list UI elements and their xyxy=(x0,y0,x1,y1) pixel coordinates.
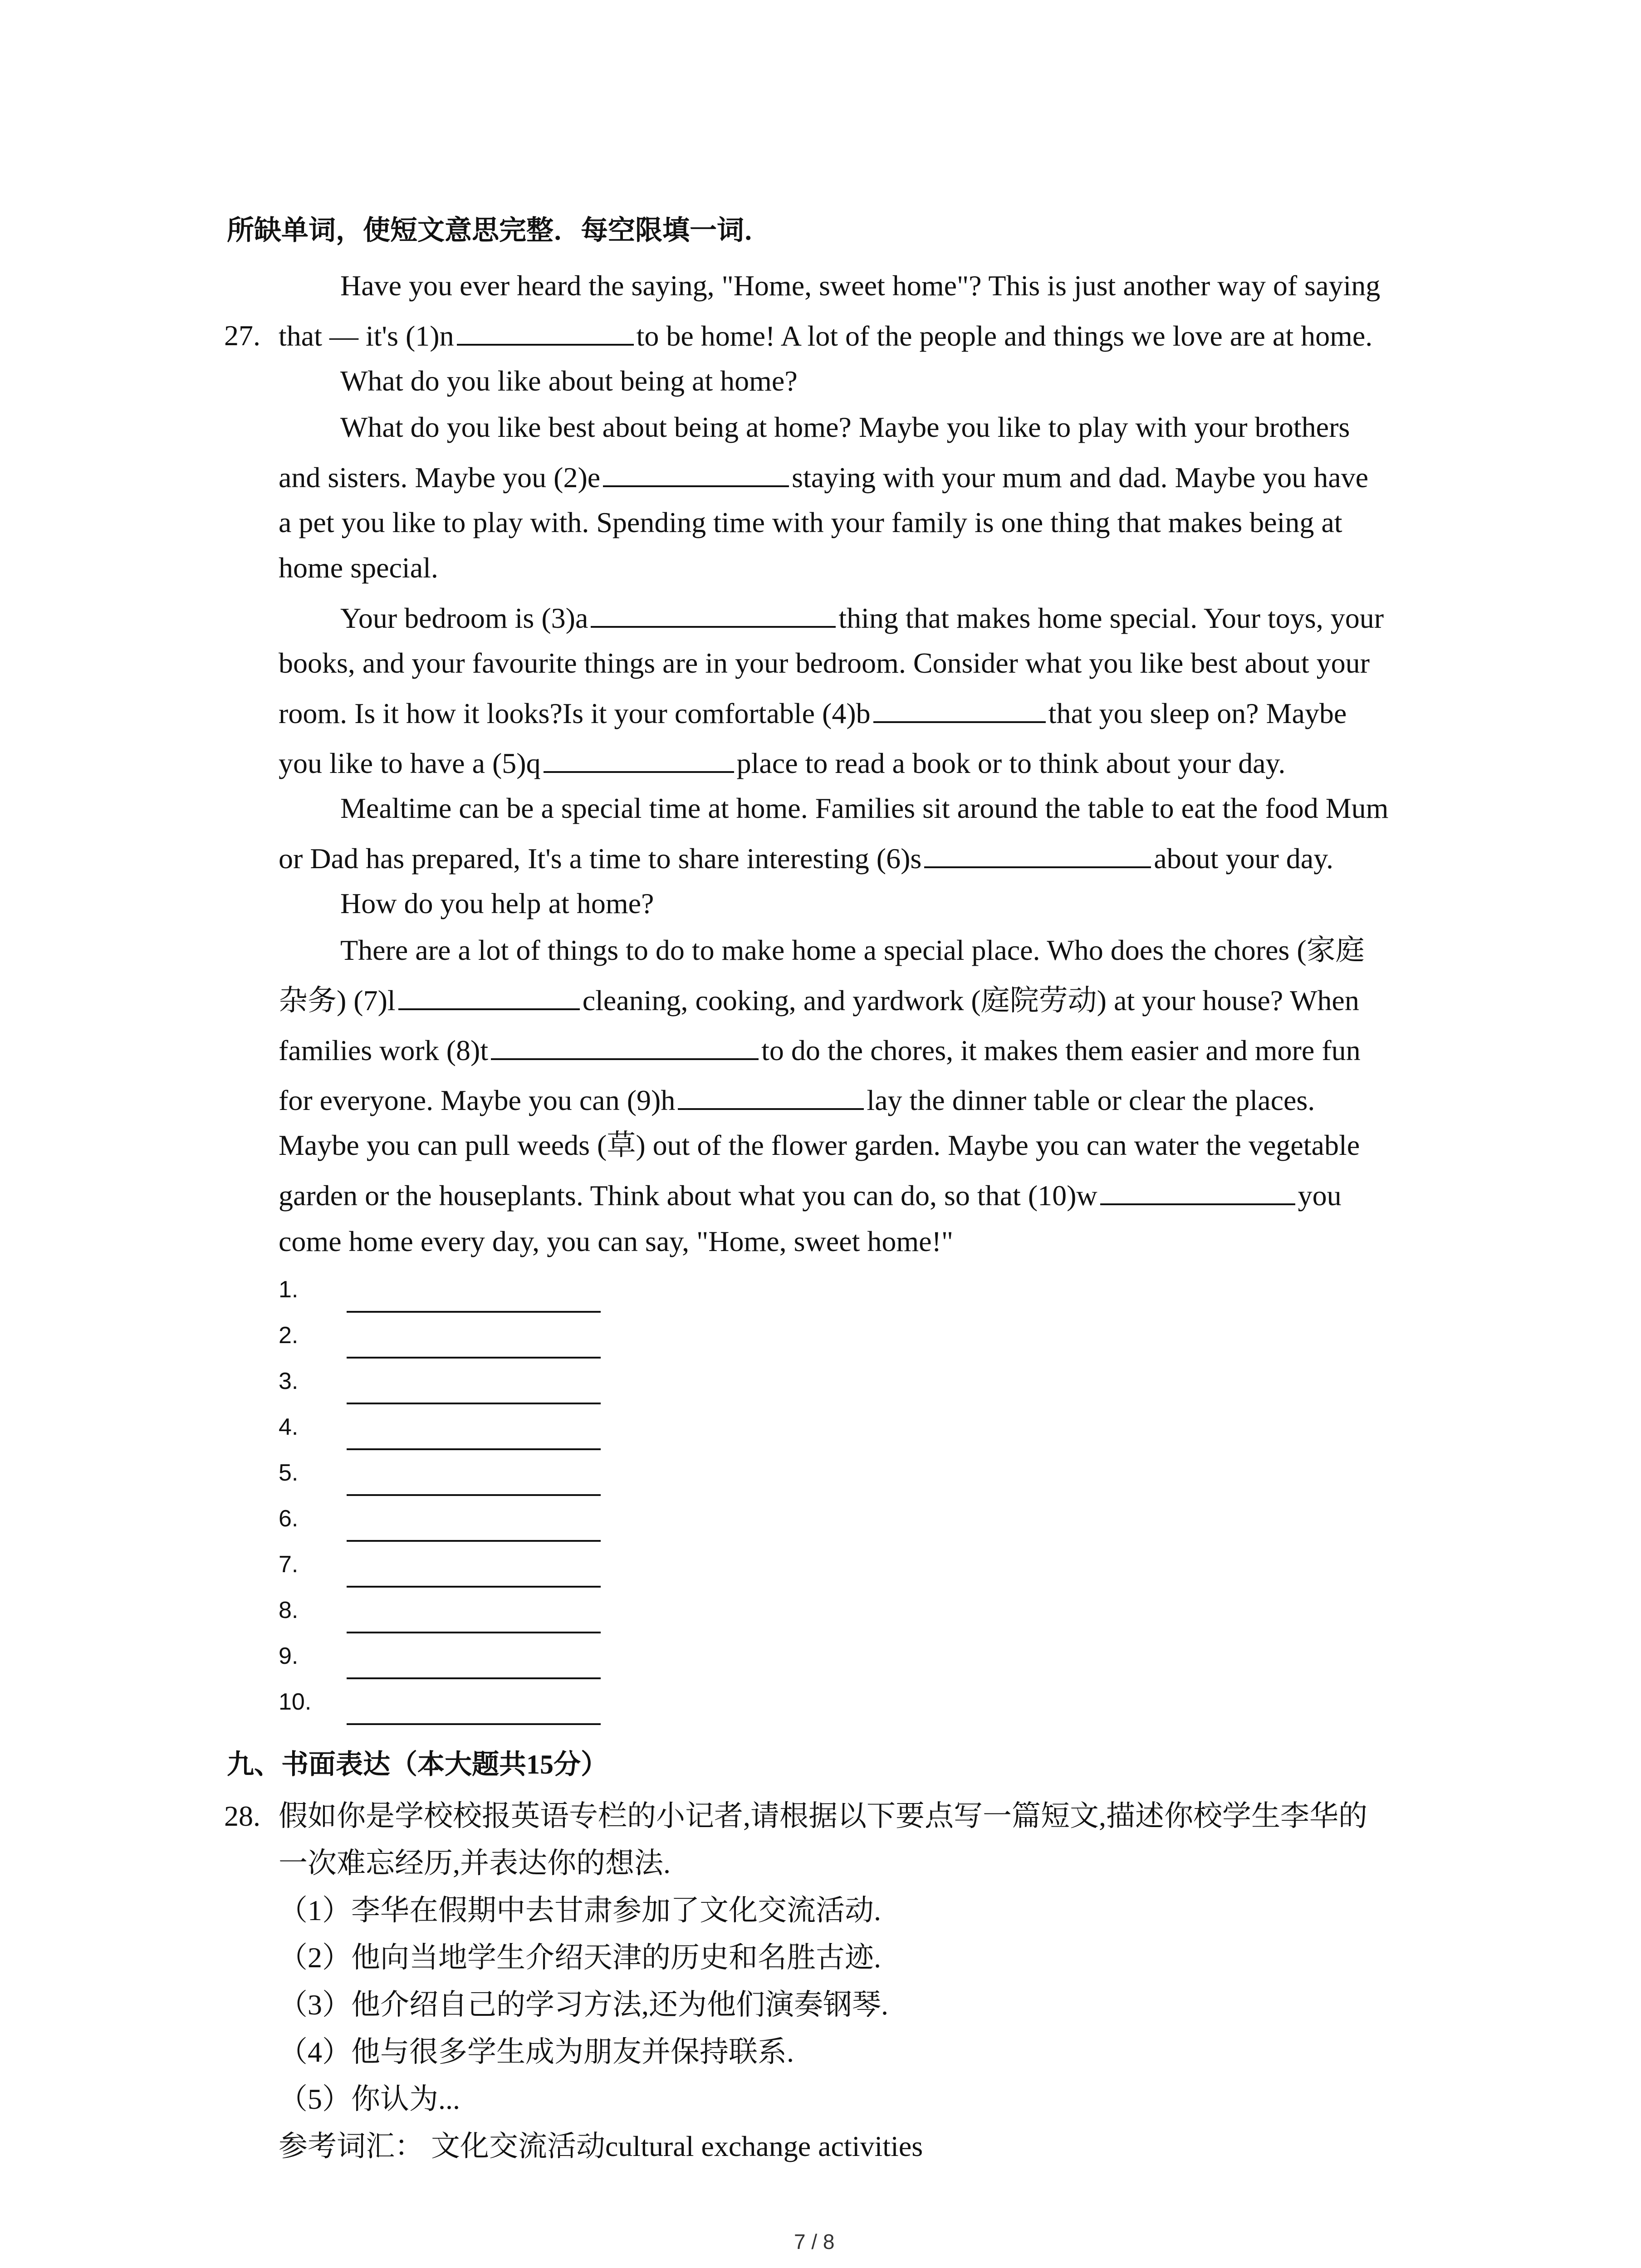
passage-line: Have you ever heard the saying, "Home, sweet home"? This is just another way of saying xyxy=(340,269,1381,302)
passage-text: staying with your mum and dad. Maybe you have xyxy=(792,461,1369,494)
answer-label: 10. xyxy=(279,1689,312,1715)
answer-label: 7. xyxy=(279,1551,299,1578)
passage-text: that — it's (1)n xyxy=(279,320,454,352)
answer-line-9[interactable] xyxy=(347,1677,601,1679)
prompt-point: （1）李华在假期中去甘肃参加了文化交流活动. xyxy=(279,1894,881,1926)
prompt-line: 假如你是学校校报英语专栏的小记者,请根据以下要点写一篇短文,描述你校学生李华的 xyxy=(279,1800,1367,1832)
answer-label: 3. xyxy=(279,1368,299,1394)
passage-line: What do you like best about being at home? Maybe you like to play with your brothers xyxy=(340,411,1350,443)
passage-line xyxy=(279,1177,1342,1214)
prompt-point: （5）你认为... xyxy=(279,2083,460,2115)
passage-subheading: What do you like about being at home? xyxy=(340,365,798,397)
prompt-point: （3）他介绍自己的学习方法,还为他们演奏钢琴. xyxy=(279,1989,888,2021)
blank-6[interactable] xyxy=(924,840,1151,868)
blank-4[interactable] xyxy=(873,695,1046,723)
reference-vocabulary xyxy=(279,2128,923,2165)
passage-text: about your day. xyxy=(1154,842,1334,875)
passage-line xyxy=(279,1082,1315,1119)
vocab-label: 参考词汇： xyxy=(279,2130,424,2162)
page-number: 7 / 8 xyxy=(794,2230,835,2253)
answer-label: 9. xyxy=(279,1643,299,1669)
prompt-point: （2）他向当地学生介绍天津的历史和名胜古迹. xyxy=(279,1941,881,1974)
vocab-chinese: 文化交流活动 xyxy=(431,2130,605,2162)
passage-line: books, and your favourite things are in your bedroom. Consider what you like best about your xyxy=(279,647,1370,679)
passage-line xyxy=(279,695,1347,732)
section-instruction-heading: 所缺单词，使短文意思完整．每空限填一词． xyxy=(227,215,771,245)
passage-text: place to read a book or to think about your day. xyxy=(736,747,1286,779)
blank-5[interactable] xyxy=(544,745,734,773)
passage-line xyxy=(279,1032,1361,1069)
answer-line-7[interactable] xyxy=(347,1586,601,1588)
blank-3[interactable] xyxy=(591,600,836,628)
passage-subheading: How do you help at home? xyxy=(340,887,654,919)
passage-text: cleaning, cooking, and yardwork (庭院劳动) at your house? When xyxy=(582,984,1359,1017)
passage-line: home special. xyxy=(279,552,438,584)
passage-line: a pet you like to play with. Spending time with your family is one thing that makes being at xyxy=(279,506,1342,538)
passage-line: Maybe you can pull weeds (草) out of the flower garden. Maybe you can water the vegetable xyxy=(279,1129,1360,1161)
answer-line-1[interactable] xyxy=(347,1311,601,1313)
passage-text: and sisters. Maybe you (2)e xyxy=(279,461,601,494)
answer-label: 8. xyxy=(279,1597,299,1623)
answer-line-5[interactable] xyxy=(347,1494,601,1496)
prompt-line: 一次难忘经历,并表达你的想法. xyxy=(279,1847,671,1879)
prompt-point: （4）他与很多学生成为朋友并保持联系. xyxy=(279,2036,794,2068)
answer-line-2[interactable] xyxy=(347,1357,601,1359)
question-number: 28. xyxy=(224,1800,260,1832)
passage-text: thing that makes home special. Your toys, your xyxy=(838,602,1384,634)
answer-line-3[interactable] xyxy=(347,1403,601,1404)
vocab-english: cultural exchange activities xyxy=(605,2130,923,2162)
section-heading: 九、书面表达（本大题共15分） xyxy=(227,1750,608,1779)
answer-line-4[interactable] xyxy=(347,1448,601,1450)
answer-label: 1. xyxy=(279,1276,299,1303)
passage-line: come home every day, you can say, "Home, sweet home!" xyxy=(279,1225,953,1257)
passage-text: you like to have a (5)q xyxy=(279,747,541,779)
passage-line xyxy=(279,745,1285,782)
blank-1[interactable] xyxy=(457,318,634,346)
blank-10[interactable] xyxy=(1100,1177,1295,1205)
blank-8[interactable] xyxy=(491,1032,759,1060)
passage-text: for everyone. Maybe you can (9)h xyxy=(279,1084,676,1116)
passage-line xyxy=(340,600,1384,636)
passage-text: to be home! A lot of the people and things we love are at home. xyxy=(636,320,1373,352)
passage-line: There are a lot of things to do to make home a special place. Who does the chores (家庭 xyxy=(340,934,1365,966)
passage-text: lay the dinner table or clear the places. xyxy=(867,1084,1315,1116)
passage-text: or Dad has prepared, It's a time to share interesting (6)s xyxy=(279,842,922,875)
answer-label: 6. xyxy=(279,1505,299,1532)
passage-line xyxy=(279,318,1372,354)
passage-line: Mealtime can be a special time at home. Families sit around the table to eat the food Mum xyxy=(340,792,1389,824)
blank-2[interactable] xyxy=(603,459,789,487)
answer-line-6[interactable] xyxy=(347,1540,601,1542)
question-number: 27. xyxy=(224,319,260,352)
answer-label: 4. xyxy=(279,1414,299,1440)
passage-text: Your bedroom is (3)a xyxy=(340,602,588,634)
passage-text: that you sleep on? Maybe xyxy=(1048,697,1347,729)
answer-label: 5. xyxy=(279,1460,299,1486)
passage-text: garden or the houseplants. Think about what you can do, so that (10)w xyxy=(279,1179,1097,1212)
passage-line xyxy=(279,459,1368,496)
blank-9[interactable] xyxy=(678,1082,864,1110)
passage-text: room. Is it how it looks?Is it your comfortable (4)b xyxy=(279,697,871,729)
passage-text: you xyxy=(1298,1179,1342,1212)
passage-line xyxy=(279,982,1359,1019)
passage-text: to do the chores, it makes them easier and more fun xyxy=(761,1034,1361,1066)
blank-7[interactable] xyxy=(398,982,580,1010)
answer-line-8[interactable] xyxy=(347,1632,601,1633)
passage-line xyxy=(279,840,1333,877)
passage-text: 杂务) (7)l xyxy=(279,984,396,1017)
answer-label: 2. xyxy=(279,1322,299,1349)
passage-text: families work (8)t xyxy=(279,1034,489,1066)
answer-line-10[interactable] xyxy=(347,1723,601,1725)
